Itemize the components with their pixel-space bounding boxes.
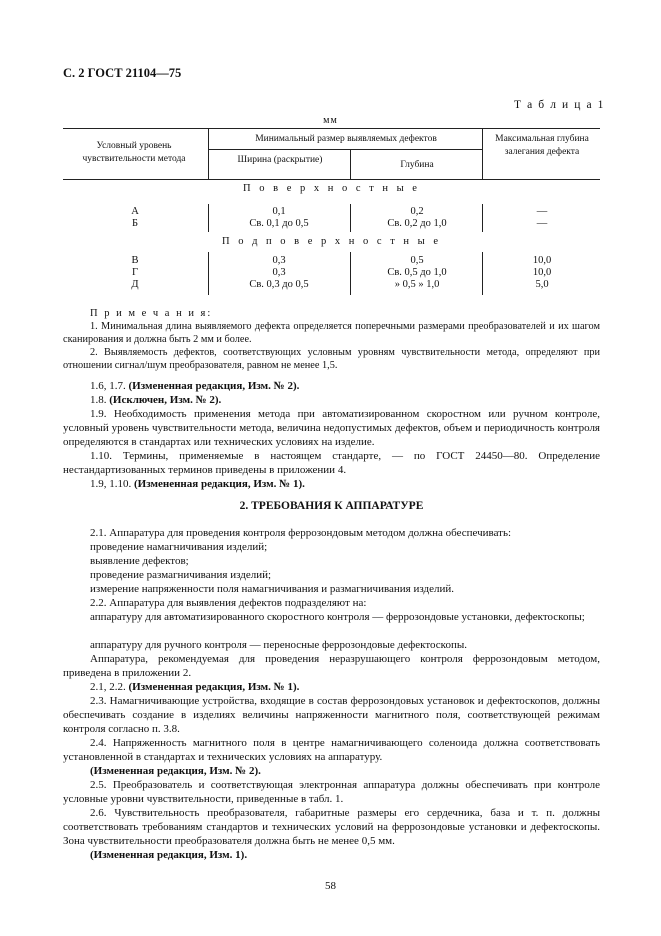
paragraph-number: 2.1, 2.2. — [90, 681, 129, 693]
paragraph-2-2: 2.2. Аппаратура для выявления дефектов подразделяют на: — [90, 597, 367, 609]
table-body-line-3b — [482, 252, 483, 295]
cell-max: — — [536, 218, 548, 229]
cell-max: 10,0 — [532, 255, 552, 266]
paragraph-2-1: 2.1. Аппаратура для проведения контроля феррозондовым методом должна обеспечивать: — [90, 527, 512, 539]
table-top-rule — [63, 128, 600, 129]
list-item: проведение намагничивания изделий; — [90, 541, 268, 553]
section-subsurface: П о д п о в е р х н о с т н ы е — [222, 236, 441, 247]
paragraph-2-6: 2.6. Чувствительность преобразователя, габаритные размеры его сердечника, база и т. п. должны соответствовать требованиям стандартов и технических условий на феррозондовые установки и дефектоскопы. Зона чувствительности преобразователя должна быть не менее 0,5 мм. — [63, 807, 600, 847]
amendment-note: (Измененная редакция, Изм. № 1). — [128, 681, 300, 693]
paragraph-2-3: 2.3. Намагничивающие устройства, входящие в состав феррозондовых установок и дефектоскопов, должны обеспечивать создание в изделиях величины напряженности магнитного поля, соответствующей режимам контроля согласно п. 3.8. — [63, 695, 600, 735]
cell-max: 5,0 — [535, 279, 549, 290]
table-col-divider-3 — [482, 128, 483, 179]
cell-depth: 0,2 — [410, 206, 424, 217]
cell-depth: Св. 0,5 до 1,0 — [387, 267, 447, 278]
table-col-divider-2 — [350, 149, 351, 179]
paragraph-1-9: 1.9. Необходимость применения метода при автоматизированном скоростном или ручном контроле, условный уровень чувствительности метода, величина недопустимых дефектов, объем и периодичность контроля определяются в стандартах или технических условиях на изделие. — [63, 408, 600, 448]
table-body-line-2b — [350, 252, 351, 295]
cell-level: Б — [131, 218, 139, 229]
table-body-line-3a — [482, 204, 483, 232]
amendment-note: (Измененная редакция, Изм. № 2). — [90, 765, 261, 777]
list-item: выявление дефектов; — [90, 555, 189, 567]
col-header-level: Условный уровень чувствительности метода — [82, 141, 186, 164]
paragraph-2-5: 2.5. Преобразователь и соответствующая электронная аппаратура должны обеспечивать при контроле условные уровни чувствительности, приведенные в табл. 1. — [63, 779, 600, 805]
cell-level: Г — [131, 267, 139, 278]
amendment-note: (Исключен, Изм. № 2). — [109, 394, 222, 406]
table-label: Т а б л и ц а 1 — [514, 99, 606, 111]
list-item: проведение размагничивания изделий; — [90, 569, 272, 581]
col-header-min-size: Минимальный размер выявляемых дефектов — [255, 134, 437, 144]
paragraph-1-8 — [90, 393, 600, 407]
cell-level: А — [131, 206, 139, 217]
paragraph-1-6 — [90, 379, 600, 393]
list-item: аппаратуру для ручного контроля — переносные феррозондовые дефектоскопы. — [90, 639, 467, 651]
cell-depth: » 0,5 » 1,0 — [394, 279, 440, 290]
list-item: измерение напряженности поля намагничивания и размагничивания изделий. — [90, 583, 455, 595]
cell-max: — — [536, 206, 548, 217]
page-number: 58 — [325, 880, 336, 892]
cell-level: В — [131, 255, 139, 266]
paragraph-number: 1.8. — [90, 394, 110, 406]
cell-width: Св. 0,3 до 0,5 — [249, 279, 309, 290]
cell-width: 0,3 — [272, 267, 286, 278]
col-header-max-depth: Максимальная глубина залегания дефекта — [495, 134, 589, 157]
table-units: мм — [323, 115, 338, 126]
table-header-divider — [209, 149, 482, 150]
cell-width: 0,1 — [272, 206, 286, 217]
cell-max: 10,0 — [532, 267, 552, 278]
paragraph-1-9-1-10 — [90, 477, 600, 491]
cell-depth: 0,5 — [410, 255, 424, 266]
table-col-divider-1 — [208, 128, 209, 179]
paragraph-1-10: 1.10. Термины, применяемые в настоящем стандарте, — по ГОСТ 24450—80. Определение нестандартизованных терминов приведены в приложении 4. — [63, 450, 600, 476]
notes-title: П р и м е ч а н и я: — [90, 308, 213, 319]
cell-width: Св. 0,1 до 0,5 — [249, 218, 309, 229]
table-body-line-2a — [350, 204, 351, 232]
paragraph-2-4: 2.4. Напряженность магнитного поля в центре намагничивающего соленоида должна соответствовать установленной в стандартах и технических условиях на аппаратуру. — [63, 737, 600, 763]
note-1: 1. Минимальная длина выявляемого дефекта определяется поперечными размерами преобразователей и их шагом сканирования и должна быть 2 мм и более. — [63, 321, 600, 345]
paragraph-2-1-2-2 — [90, 680, 600, 694]
amendment-note: (Измененная редакция, Изм. № 1). — [134, 478, 305, 490]
cell-width: 0,3 — [272, 255, 286, 266]
cell-depth: Св. 0,2 до 1,0 — [387, 218, 447, 229]
list-item: аппаратуру для автоматизированного скоростного контроля — феррозондовые установки, дефектоскопы; — [90, 611, 585, 623]
paragraph-2-2-note: Аппаратура, рекомендуемая для проведения неразрушающего контроля феррозондовым методом, приведена в приложении 2. — [63, 653, 600, 679]
cell-level: Д — [131, 279, 139, 290]
paragraph-number: 1.6, 1.7. — [90, 380, 129, 392]
paragraph-number: 1.9, 1.10. — [90, 478, 134, 490]
table-header-bottom-rule — [63, 179, 600, 180]
section-surface: П о в е р х н о с т н ы е — [243, 183, 420, 194]
note-2: 2. Выявляемость дефектов, соответствующих условным уровням чувствительности метода, определяют при отношении сигнал/шум преобразователя, равном не менее 1,5. — [63, 347, 600, 371]
page-header: С. 2 ГОСТ 21104—75 — [63, 66, 182, 80]
section-title: 2. ТРЕБОВАНИЯ К АППАРАТУРЕ — [239, 500, 424, 512]
amendment-note: (Измененная редакция, Изм. 1). — [90, 849, 248, 861]
col-header-depth: Глубина — [400, 160, 434, 170]
amendment-note: (Измененная редакция, Изм. № 2). — [128, 380, 300, 392]
col-header-width: Ширина (раскрытие) — [237, 155, 323, 165]
